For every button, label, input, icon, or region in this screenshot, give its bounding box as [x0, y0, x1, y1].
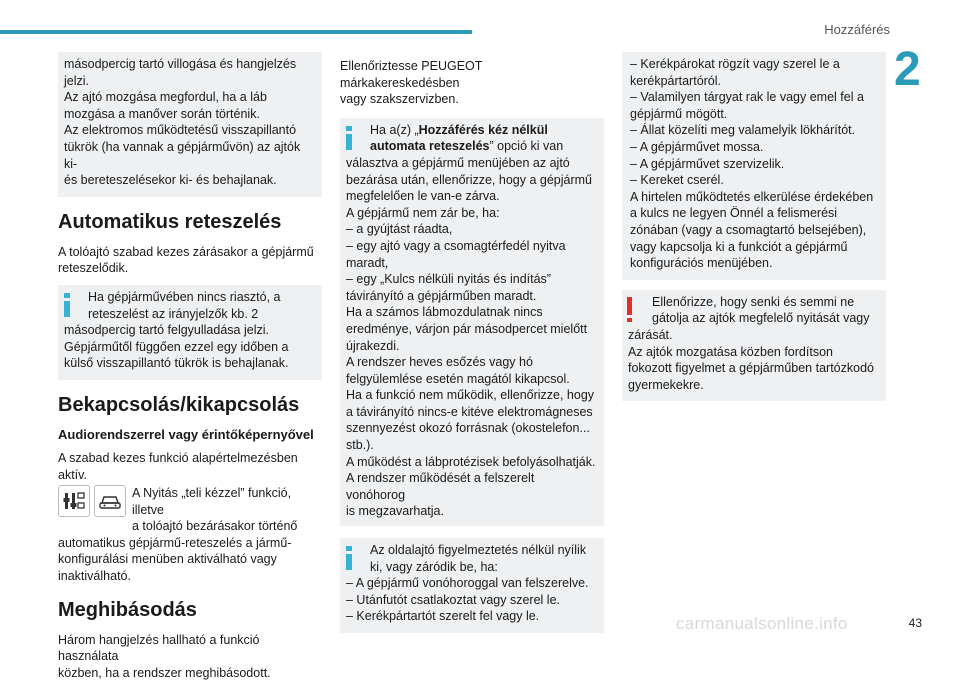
text-line: – A gépjárművet szervizelik. [630, 156, 785, 171]
text-line: reteszelést az irányjelzők kb. 2 [88, 306, 259, 321]
text-line: A tolóajtó szabad kezes zárásakor a gépjármű [58, 244, 314, 259]
text-line: A szabad kezes funkció alapértelmezésben [58, 450, 298, 465]
paragraph-icon-config [58, 485, 322, 585]
text-line: másodpercig tartó villogása és hangjelzés [64, 57, 297, 71]
paragraph-default-active [58, 450, 322, 483]
text-line: stb.). [346, 438, 374, 453]
text-line: is megzavarhatja. [346, 504, 444, 519]
section-title: Hozzáférés [824, 22, 890, 37]
text-line: gátolja az ajtók megfelelő nyitását vagy [652, 311, 870, 326]
text-line: – A gépjárművet mossa. [630, 139, 764, 154]
paragraph-dealer [340, 58, 604, 108]
bold-option-name: Hozzáférés kéz nélkül [418, 122, 548, 137]
text-line: Ha gépjárművében nincs riasztó, a [88, 289, 281, 304]
text-line: Az elektromos működtetésű visszapillantó [64, 123, 297, 138]
text-line: Ha a funkció nem működik, ellenőrizze, hogy [346, 388, 595, 403]
text-line: kerékpártartóról. [630, 73, 722, 88]
text-line: tükrök (ha vannak a gépjárművön) az ajtók ki- [64, 139, 301, 171]
text-line: fokozott figyelmet a gépjárműben tartózkodó [628, 361, 874, 376]
text-line: A működést a lábprotézisek befolyásolhatják. [346, 454, 596, 469]
text-line: A gépjármű nem zár be, ha: [346, 205, 500, 220]
text-line: A Nyitás „teli kézzel” funkció, illetve [132, 486, 292, 517]
note-box-door-reverse [58, 52, 322, 197]
text-line: – a gyújtást ráadta, [346, 222, 453, 237]
text-line: maradt, [346, 255, 389, 270]
info-icon [64, 293, 70, 317]
subheading-audio: Audiorendszerrel vagy érintőképernyővel [58, 426, 314, 442]
text-line: a távirányító nincs-e kitéve elektromágneses [346, 404, 593, 419]
text-line: – Állat közelíti meg valamelyik lökhárítót. [630, 123, 856, 138]
text-line [346, 138, 596, 155]
info-box-handsfree [340, 118, 604, 526]
text-line: vagy kapcsolja ki a funkciót a gépjármű [630, 239, 848, 254]
text-line: gépjármű mögött. [630, 106, 728, 121]
text-line: bezárása után, ellenőrizze, hogy a gépjármű [346, 172, 592, 187]
icon-group [58, 485, 126, 517]
settings-menu-icon [58, 485, 90, 517]
text-line: mozgása a manőver során történik. [64, 106, 260, 121]
text-line: Három hangjelzés hallható a funkció használata [58, 632, 260, 664]
header-accent-bar [0, 30, 472, 34]
text-line: Az ajtók mozgatása közben fordítson [628, 344, 833, 359]
text-line [346, 122, 596, 139]
text-line: távirányító a gépjárműben maradt. [346, 288, 537, 303]
text-line: – Kerékpárokat rögzít vagy szerel le a [630, 57, 840, 71]
watermark: carmanualsonline.info [676, 614, 848, 633]
text-line: – Kereket cserél. [630, 173, 724, 188]
text-line: – Utánfutót csatlakoztat vagy szerel le. [346, 592, 560, 607]
text-line: zónában (vagy a csomagtartó belsejében), [630, 222, 867, 237]
column-1 [58, 52, 322, 687]
text-line: konfigurációs menüjében. [630, 256, 773, 271]
paragraph-malfunction [58, 632, 322, 682]
text-line: felgyülemlése esetén magától kikapcsol. [346, 371, 570, 386]
note-box-conditions [622, 52, 886, 280]
text-line: – A gépjármű vonóhoroggal van felszerelve. [346, 576, 589, 591]
text-line: a tolóajtó bezárásakor történő [132, 519, 298, 534]
text-span: ” opció ki van [489, 139, 564, 154]
column-3 [622, 52, 886, 411]
heading-activation: Bekapcsolás/kikapcsolás [58, 393, 300, 416]
text-line: külső visszapillantó tükrök is behajlanak. [64, 356, 289, 371]
text-line: Gépjárműtől függően ezzel egy időben a [64, 339, 289, 354]
column-2 [340, 52, 604, 643]
paragraph-auto-lock [58, 244, 322, 277]
text-line: és bereteszelésekor ki- és behajlanak. [64, 173, 277, 188]
text-line: a kulcs ne legyen Önnél a felismerési [630, 206, 838, 221]
text-line: megfelelően le van-e zárva. [346, 189, 500, 204]
warning-box-children [622, 290, 886, 402]
text-line: Ellenőriztesse PEUGEOT márkakereskedésben [340, 59, 483, 90]
text-line: Ha a számos lábmozdulatnak nincs [346, 305, 543, 320]
text-line: zárását. [628, 327, 673, 342]
info-box-alarm [58, 285, 322, 380]
text-line: inaktiválható. [58, 569, 131, 584]
text-line: A hirtelen működtetés elkerülése érdekében [630, 189, 874, 204]
text-line: ki, vagy záródik be, ha: [370, 559, 498, 574]
text-line: konfigurálási menüben aktiválható vagy [58, 552, 277, 567]
text-line: újrakezdi. [346, 338, 400, 353]
text-line: – egy „Kulcs nélküli nyitás és indítás” [346, 272, 551, 287]
text-line: – egy ajtó vagy a csomagtérfedél nyitva [346, 238, 566, 253]
text-line: aktív. [58, 467, 87, 482]
chapter-number: 2 [894, 43, 921, 96]
car-icon [94, 485, 126, 517]
text-line: A rendszer működését a felszerelt vonóhorog [346, 471, 535, 502]
text-line: választva a gépjármű menüjében az ajtó [346, 155, 570, 170]
bold-option-name: automata reteszelés [370, 139, 490, 154]
info-icon [346, 126, 352, 150]
text-line: Ellenőrizze, hogy senki és semmi ne [652, 294, 855, 309]
info-box-side-door [340, 538, 604, 633]
text-line: gyermekekre. [628, 377, 704, 392]
text-line: másodpercig tartó felgyulladása jelzi. [64, 323, 269, 338]
heading-malfunction: Meghibásodás [58, 598, 197, 621]
heading-automatic-locking: Automatikus reteszelés [58, 210, 282, 233]
text-line: Az ajtó mozgása megfordul, ha a láb [64, 90, 267, 105]
text-line: A rendszer heves esőzés vagy hó [346, 355, 533, 370]
text-span: Ha a(z) „ [370, 122, 419, 137]
text-line: – Kerékpártartót szerelt fel vagy le. [346, 609, 540, 624]
text-line: automatikus gépjármű-reteszelés a jármű- [58, 535, 292, 550]
text-line: közben, ha a rendszer meghibásodott. [58, 665, 271, 680]
text-line: – Valamilyen tárgyat rak le vagy emel fel a [630, 90, 864, 105]
text-line: eredménye, várjon pár másodpercet mielőtt [346, 321, 588, 336]
warning-icon [626, 297, 634, 323]
text-line: Az oldalajtó figyelmeztetés nélkül nyílik [370, 543, 587, 558]
text-line: reteszelődik. [58, 261, 129, 276]
text-line: jelzi. [64, 73, 90, 88]
info-icon [346, 546, 352, 570]
text-line: vagy szakszervizben. [340, 92, 459, 107]
page-number: 43 [908, 616, 922, 630]
text-line: szennyezést okozó forrásnak (okostelefon... [346, 421, 590, 436]
